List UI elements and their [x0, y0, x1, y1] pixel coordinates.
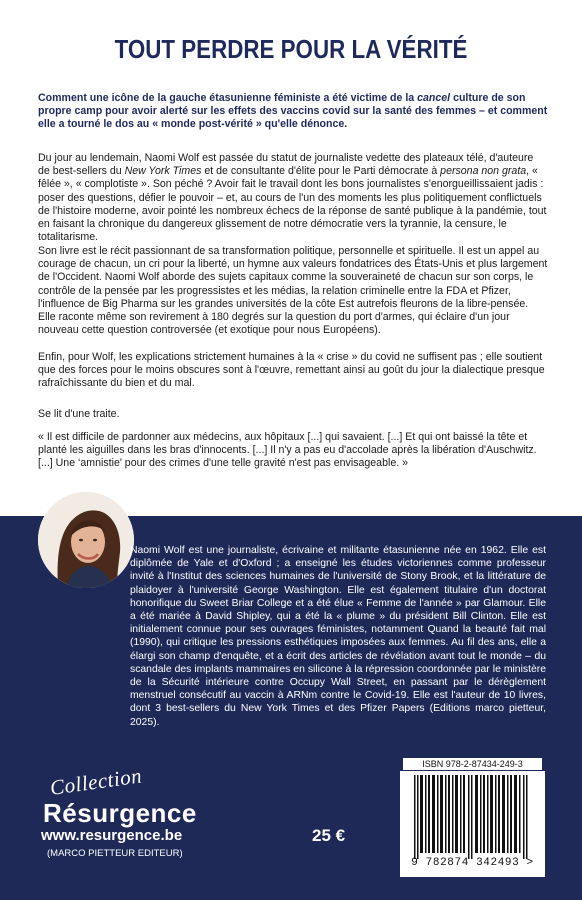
author-portrait-icon — [38, 492, 134, 588]
paragraph-1 — [38, 152, 548, 244]
quote: « Il est difficile de pardonner aux médecins, aux hôpitaux [...] qui savaient. [...] Et qui ont baissé la tête et planté les aiguilles dans les bras d'innocents. [...] Il n'y a pas eu d'accolade après la libération d'Auschwitz. [...] Une ‘amnistie' pour des crimes d'une telle gravité n'est pas envisageable. » — [38, 431, 537, 470]
paragraph-2: Son livre est le récit passionnant de sa transformation politique, personnelle et spirituelle. Il est un appel au courage de chacun, un cri pour la liberté, un hymne aux valeurs fondatrices des États-Unis et plus largement de l'Occident. Naomi Wolf aborde des sujets capitaux comme la souveraineté de chacun sur son corps, le contrôle de la pensée par les progressistes et les médias, la relation criminelle entre la FDA et Pfizer, l'influence de Big Pharma sur les grandes universités de la côte Est autrefois fleurons de la libre-pensée. Elle raconte même son revirement à 180 degrés sur la question du port d'armes, qui éclaire d'un jour nouveau cette question controversée (et exotique pour nous Européens). — [38, 245, 548, 337]
book-title: TOUT PERDRE POUR LA VÉRITÉ — [114, 34, 468, 64]
lead-paragraph — [38, 92, 548, 131]
paragraph-3: Enfin, pour Wolf, les explications strictement humaines à la « crise » du covid ne suffisent pas ; elle soutient que des forces pour le moins obscures sont à l'œuvre, remettant ainsi au goût du jour la dialectique presque rafraîchissante du bien et du mal. — [38, 351, 545, 390]
barcode — [400, 771, 545, 877]
p1-italic-nyt: New York Times — [124, 165, 202, 178]
p1-italic-persona: persona non grata — [440, 165, 527, 178]
website-link[interactable]: www.resurgence.be — [41, 827, 183, 844]
publisher-name: (MARCO PIETTEUR EDITEUR) — [47, 848, 183, 859]
author-bio: Naomi Wolf est une journaliste, écrivaine et militante étasunienne née en 1962. Elle est diplômée de Yale et d'Oxford ; a enseigné les études victoriennes comme professeur invité à l'Institut des sciences humaines de l'université de Stony Brook, et la littérature de plaidoyer à l'université George Washington. Elle est également titulaire d'un doctorat honorifique du Sweet Briar College et a été élue « Femme de l'année » par Glamour. Elle a été mariée à David Shipley, qui a été la « plume » du président Bill Clinton. Elle est initialement connue pour ses ouvrages féministes, notamment Quand la beauté fait mal (1990), qui critique les pressions esthétiques imposées aux femmes. Au fil des ans, elle a élargi son champ d'enquête, et a écrit des articles de révélation avant tout le monde – du scandale des implants mammaires en silicone à la répression coordonnée par le ministère de la Sécurité intérieure contre Occupy Wall Street, en passant par le dérèglement menstruel consécutif au vaccin à ARNm contre le Covid-19. Elle est l'auteur de 10 livres, dont 3 best-sellers du New York Times et des Pfizer Papers (Editions marco pietteur, 2025). — [130, 545, 546, 728]
lead-text-1: Comment une icône de la gauche étasunienne féministe a été victime de la — [38, 92, 418, 104]
logo-resurgence: Résurgence — [43, 798, 197, 828]
logo-collection: Collection — [48, 763, 144, 801]
p1-text-a: Du jour au lendemain, Naomi Wolf est passée du statut de journaliste vedette des plateaux télé, d'auteure de best-sellers du — [38, 152, 534, 178]
barcode-bars-icon — [406, 775, 539, 859]
lead-text-2: culture de son propre camp pour avoir alerté sur les effets des vaccins covid sur la santé des femmes – et comment elle a tourné le dos au « monde post-vérité » qu'elle dénonce. — [38, 92, 548, 130]
author-photo — [38, 492, 134, 588]
isbn: ISBN 978-2-87434-249-3 — [403, 758, 542, 770]
lead-italic-cancel: cancel — [417, 92, 451, 104]
paragraph-4: Se lit d'une traite. — [38, 408, 120, 420]
p1-text-c: , « fêlée », « complotiste ». Son péché ? Avoir fait le travail dont les bons journalistes s'enorgueillissaient jadis : poser des questions, défier le pouvoir – et, au cours de l'un des moments les plus politiquement conflictuels de l'histoire moderne, avoir pointé les nombreux échecs de la réponse de santé publique à la pandémie, tout en faisant la chronique du dangereux glissement de notre démocratie vers la tyrannie, la censure, le totalitarisme. — [38, 165, 547, 244]
p1-text-b: et de consultante d'élite pour le Parti démocrate à — [201, 165, 441, 178]
barcode-number: 9 782874 342493 > — [411, 857, 534, 869]
price: 25 € — [312, 826, 346, 845]
